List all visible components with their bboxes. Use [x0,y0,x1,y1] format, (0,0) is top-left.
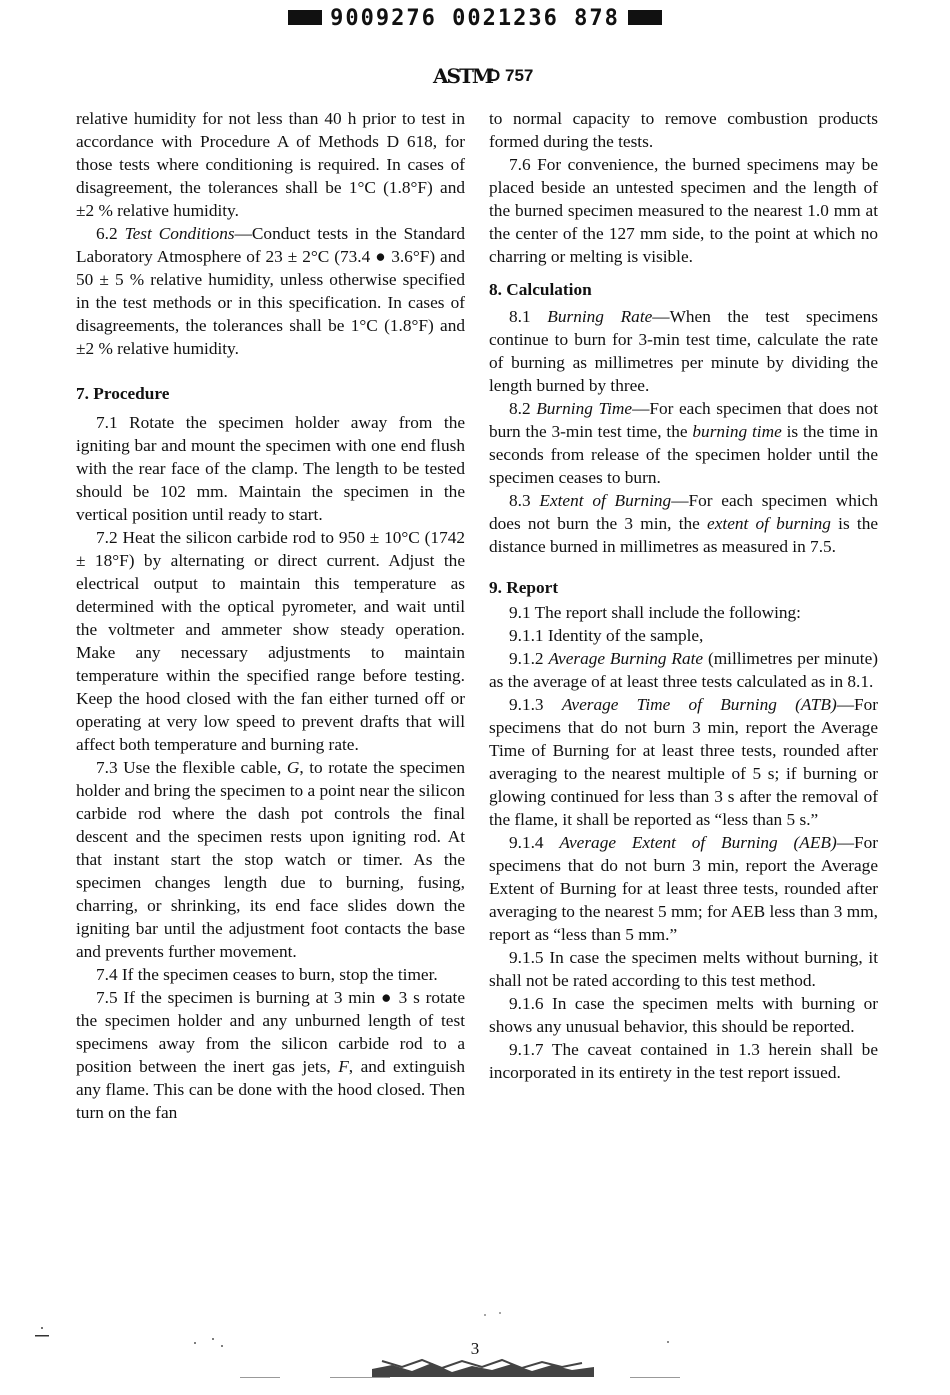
paragraph-7-3 [76,756,465,963]
paragraph-text: —When the test specimens continue to burn for 3-min test time, calculate the rate of burning as millimetres per minute by dividing the length burned by three. [489,307,878,395]
section-title-test-conditions: Test Conditions [124,224,235,243]
barcode-text: 9009276 0021236 878 [330,6,620,31]
heading-report: 9. Report [489,578,559,597]
barcode-block-left [288,10,322,25]
paragraph-9-1: 9.1 The report shall include the following: [509,603,801,622]
paragraph-7-5 [76,986,465,1124]
paragraph-text: , to rotate the specimen holder and bring the specimen to a point near the silicon carbide rod where the dash pot controls the final descent and the specimen rests upon igniting rod. At that instant start the stop watch or timer. As the specimen changes length due to burning, fusing, charring, or shrinking, its end face slides down the igniting bar until the adjustment foot contacts the base and prevents further movement. [76,758,465,961]
scan-smudge-mark [372,1357,594,1379]
paragraph-text: 7.5 If the specimen is burning at 3 min ● 3 s rotate the specimen holder and any unburned length of test specimens away from the silicon carbide rod to a position between the inert gas jets, [76,988,465,1076]
paragraph-9-1-1: 9.1.1 Identity of the sample, [509,626,704,645]
astm-logo: ASTM [433,64,492,88]
section-title-burning-rate: Burning Rate [547,307,653,326]
emphasis-burning-time: burning time [692,422,782,441]
section-title-average-burning-rate: Average Burning Rate [548,649,704,668]
paragraph-8-2 [489,397,878,489]
reference-letter-g: G [286,758,300,777]
paragraph-text: , and extinguish any flame. This can be done with the hood closed. Then turn on the fan [76,1057,465,1122]
paragraph-9-1-4 [489,831,878,946]
paragraph-8-1 [489,305,878,397]
paragraph-7-5-continued: to normal capacity to remove combustion products formed during the tests. [489,109,878,151]
paragraph-6-1-continued: relative humidity for not less than 40 h prior to test in accordance with Procedure A of Methods D 618, for those tests where conditioning is required. In cases of disagreement, the tolerances shall be 1°C (1.8°F) and ±2 % relative humidity. [76,109,465,220]
page-number: 3 [470,1339,480,1358]
paragraph-text: —For each specimen which does not burn the 3 min, the [489,491,878,533]
paragraph-8-3 [489,489,878,558]
paragraph-number: 8.2 [509,399,531,418]
paragraph-text: 7.3 Use the flexible cable, [96,758,287,777]
left-column [76,107,465,1124]
section-title-extent-of-burning: Extent of Burning [539,491,672,510]
barcode-block-right [628,10,662,25]
section-title-average-extent-of-burning: Average Extent of Burning (AEB) [559,833,837,852]
paragraph-9-1-3 [489,693,878,831]
paragraph-6-2 [76,222,465,360]
paragraph-7-1: 7.1 Rotate the specimen holder away from the igniting bar and mount the specimen with one end flush with the rear face of the clamp. The length to be tested should be 102 mm. Maintain the specimen in the vertical position until ready to start. [76,413,465,524]
paragraph-9-1-7: 9.1.7 The caveat contained in 1.3 herein shall be incorporated in its entirety in the test report issued. [489,1040,878,1082]
paragraph-number: 9.1.3 [509,695,544,714]
document-barcode-strip [0,6,950,31]
paragraph-text: —Conduct tests in the Standard Laboratory Atmosphere of 23 ± 2°C (73.4 ● 3.6°F) and 50 ± 5 % relative humidity, unless otherwise specified in the test methods or in this specification. In cases of disagreements, the tolerances shall be 1°C (1.8°F) and ±2 % relative humidity. [76,224,465,358]
right-column [489,107,878,1084]
paragraph-7-2: 7.2 Heat the silicon carbide rod to 950 ± 10°C (1742 ± 18°F) by alternating or direct current. Adjust the electrical output to maintain this temperature as determined with the optical pyrometer, and wait until the voltmeter and ammeter show steady operation. Make any necessary adjustments to maintain temperature within the specified range before testing. Keep the hood closed with the fan either turned off or operating at very low speed to prevent drafts that will affect both temperature and burning rate. [76,528,465,754]
reference-letter-f: F [338,1057,349,1076]
paragraph-number: 6.2 [96,224,118,243]
paragraph-7-4: 7.4 If the specimen ceases to burn, stop the timer. [96,965,438,984]
heading-procedure: 7. Procedure [76,384,170,403]
paragraph-9-1-5: 9.1.5 In case the specimen melts without burning, it shall not be rated according to this test method. [489,948,878,990]
paragraph-text: is the time in seconds from release of the specimen holder until the specimen ceases to burn. [489,422,879,487]
paragraph-number: 8.3 [509,491,531,510]
paragraph-text: —For specimens that do not burn 3 min, report the Average Time of Burning for at least three tests, rounded after averaging to the nearest multiple of 5 s; if burning or glowing continued for less than 3 s after the removal of the flame, it shall be reported as “less than 5 s.” [489,695,878,829]
paragraph-7-6: 7.6 For convenience, the burned specimens may be placed beside an untested specimen and the length of the burned specimen measured to the nearest 1.0 mm at the center of the 127 mm side, to the point at which no charring or melting is visible. [489,155,878,266]
paragraph-text: (millimetres per minute) as the average of at least three tests calculated as in 8.1. [489,649,878,691]
paragraph-text: is the distance burned in millimetres as measured in 7.5. [489,514,878,556]
section-title-burning-time: Burning Time [536,399,633,418]
heading-calculation: 8. Calculation [489,280,592,299]
section-title-average-time-of-burning: Average Time of Burning (ATB) [561,695,837,714]
paragraph-9-1-6: 9.1.6 In case the specimen melts with burning or shows any unusual behavior, this should be reported. [489,994,878,1036]
paragraph-number: 8.1 [509,307,531,326]
paragraph-text: —For each specimen that does not burn the 3-min test time, the [489,399,878,441]
standard-designation: D 757 [488,66,534,85]
paragraph-text: —For specimens that do not burn 3 min, report the Average Extent of Burning for at least three tests, rounded after averaging to the nearest 5 mm; for AEB less than 3 mm, report as “less than 5 mm.” [489,833,878,944]
emphasis-extent-of-burning: extent of burning [707,514,831,533]
paragraph-9-1-2 [489,647,878,693]
paragraph-number: 9.1.2 [509,649,544,668]
paragraph-number: 9.1.4 [509,833,544,852]
